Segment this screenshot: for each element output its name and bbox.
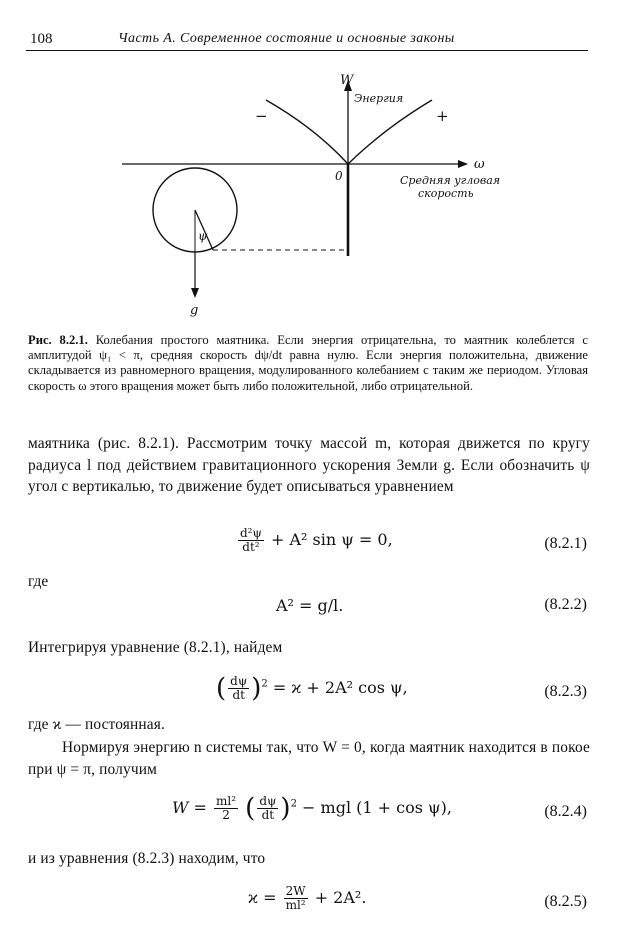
figure-caption <box>28 333 588 394</box>
paragraph-constant: где ϰ — постоянная. <box>28 716 165 733</box>
eq3-rest: = ϰ + 2A² cos ψ, <box>272 678 408 697</box>
caption-text: Колебания простого маятника. Если энергия отрицательна, то маятник колеблется с амплитудой ψ₁ < π, средняя скорость dψ/dt равна нулю. Если энергия положительна, движение складывается из равномерного вращения, модулированного колебанием с таким же периодом. Угловая скорость ω этого вращения может быть либо положительной, либо отрицательной. <box>28 333 589 393</box>
psi-angle-label: ψ <box>198 229 208 243</box>
energy-curve-right <box>348 100 432 164</box>
paragraph-integrating: Интегрируя уравнение (8.2.1), найдем <box>28 639 283 656</box>
eq5-rest: + 2A². <box>314 888 367 907</box>
caption-label: Рис. 8.2.1. <box>28 333 88 347</box>
eq5-lhs: ϰ = <box>248 888 277 907</box>
eq5-fraction <box>284 885 308 912</box>
eq3-denominator: dt <box>232 688 245 702</box>
g-label: g <box>190 303 199 318</box>
equation-number-8-2-3: (8.2.3) <box>544 683 587 700</box>
equation-8-2-2: A² = g/l. <box>276 596 344 615</box>
eq1-rest: + A² sin ψ = 0, <box>271 530 393 549</box>
plus-label: + <box>436 107 449 125</box>
energy-label: Энергия <box>354 92 404 105</box>
eq4-inner-fraction <box>257 795 278 822</box>
eq1-fraction <box>238 527 264 554</box>
eq4-inner-numerator: dψ <box>259 794 277 808</box>
equation-8-2-4: W = $\frac{\text{ml²}}{2}$ ( $\frac{d\psi}{dt}$ )$^2$ − mgl (1 + cos ψ), <box>172 793 452 824</box>
omega-axis-arrow <box>458 160 468 168</box>
eq3-power: 2 <box>261 678 268 690</box>
eq4-lhs: W = <box>172 798 207 817</box>
origin-label: 0 <box>335 169 343 183</box>
eq4-power: 2 <box>290 798 297 810</box>
x-axis-caption-line2: скорость <box>418 187 474 200</box>
eq5-denominator: ml² <box>285 898 306 912</box>
equation-number-8-2-2: (8.2.2) <box>544 596 587 613</box>
paragraph-normalizing: Нормируя энергию n системы так, что W = 0, когда маятник находится в покое при ψ = π, получим <box>28 739 590 778</box>
equation-number-8-2-5: (8.2.5) <box>544 893 587 910</box>
paragraph-intro: маятника (рис. 8.2.1). Рассмотрим точку массой m, которая движется по кругу радиуса l под действием гравитационного ускорения Земли g. Если обозначить ψ угол с вертикалью, то движение будет описываться уравнением <box>28 435 590 495</box>
gravity-arrow-head <box>191 288 199 298</box>
minus-label: − <box>255 107 268 125</box>
word-gde: где <box>28 573 49 590</box>
eq1-denominator: dt² <box>242 540 260 554</box>
equation-8-2-5 <box>248 885 366 912</box>
pendulum-diagram <box>110 68 510 328</box>
equation-number-8-2-4: (8.2.4) <box>544 803 587 820</box>
eq4-rest: − mgl (1 + cos ψ), <box>302 798 452 817</box>
omega-label: ω <box>474 157 485 172</box>
header-rule <box>26 50 588 51</box>
eq4-numerator: ml² <box>216 794 237 808</box>
eq3-fraction <box>228 675 249 702</box>
w-axis-label: W <box>340 73 354 88</box>
equation-number-8-2-1: (8.2.1) <box>544 535 587 552</box>
x-axis-caption-line1: Средняя угловая <box>400 174 501 187</box>
page-number: 108 <box>30 31 53 47</box>
equation-8-2-3: ( $\frac{d\psi}{dt}$ )$^2$ = ϰ + 2A² cos ψ, <box>216 673 408 704</box>
eq3-numerator: dψ <box>230 674 248 688</box>
paragraph-from-equation: и из уравнения (8.2.3) находим, что <box>28 850 266 867</box>
equation-8-2-1 <box>236 527 393 554</box>
eq4-denominator: 2 <box>222 808 230 822</box>
pendulum-figure <box>110 68 510 328</box>
eq5-numerator: 2W <box>285 884 306 898</box>
running-head: Часть А. Современное состояние и основные законы <box>118 31 455 46</box>
energy-curve-left <box>266 100 348 164</box>
eq4-fraction <box>214 795 238 822</box>
eq4-inner-denominator: dt <box>261 808 275 822</box>
eq1-numerator: d²ψ <box>240 526 262 540</box>
